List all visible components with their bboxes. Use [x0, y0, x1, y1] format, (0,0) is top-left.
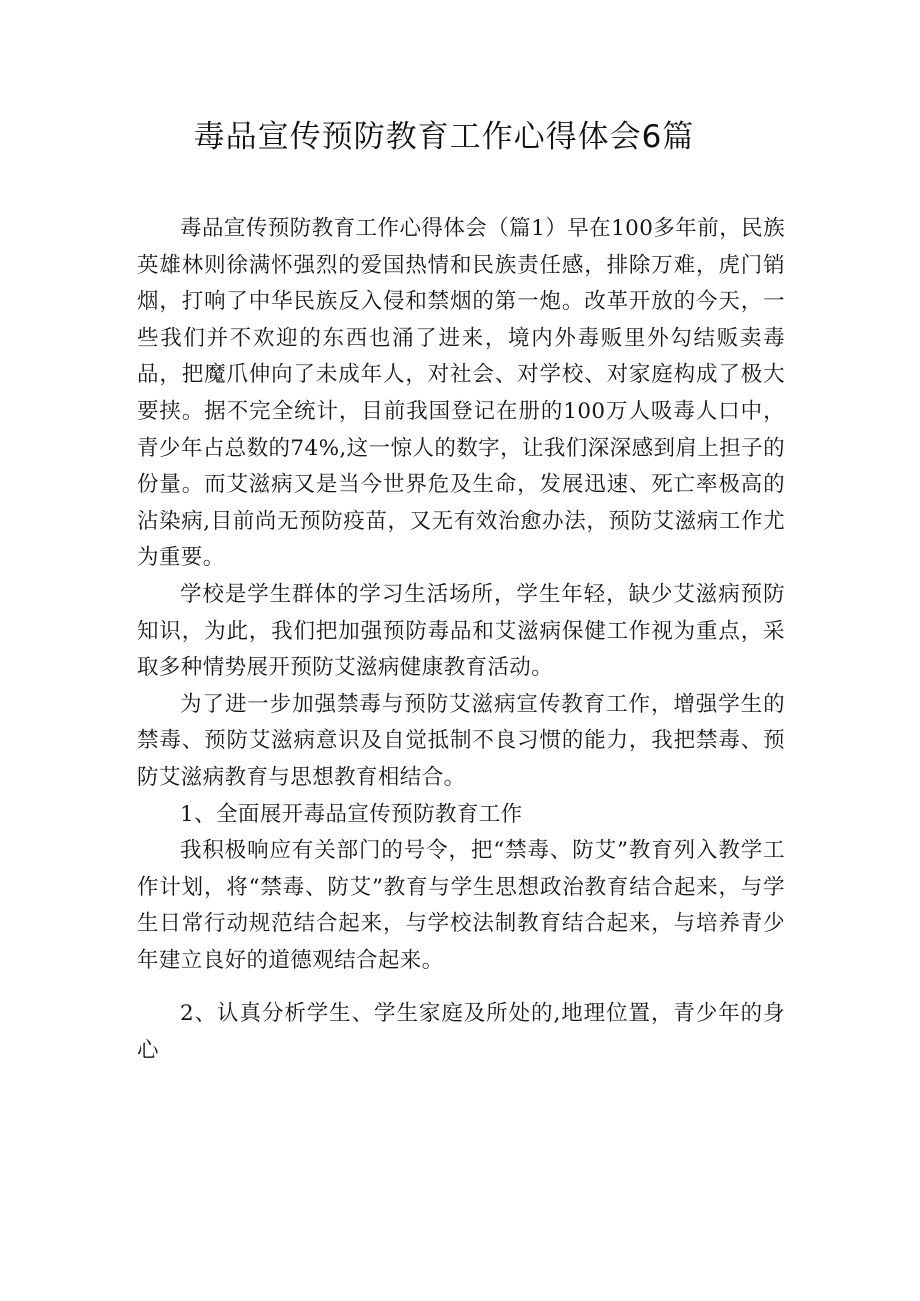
paragraph-intro: 毒品宣传预防教育工作心得体会（篇1）早在100多年前，民族英雄林则徐满怀强烈的爱国热情和民族责任感，排除万难，虎门销烟，打响了中华民族反入侵和禁烟的第一炮。改革开放的今天，一些我们并不欢迎的东西也涌了进来，境内外毒贩里外勾结贩卖毒品，把魔爪伸向了未成年人，对社会、对学校、对家庭构成了极大要挟。据不完全统计，目前我国登记在册的100万人吸毒人口中，青少年占总数的74%,这一惊人的数字，让我们深深感到肩上担子的份量。而艾滋病又是当今世界危及生命，发展迅速、死亡率极高的沾染病,目前尚无预防疫苗，又无有效治愈办法，预防艾滋病工作尤为重要。 [137, 216, 785, 571]
paragraph-purpose: 为了进一步加强禁毒与预防艾滋病宣传教育工作，增强学生的禁毒、预防艾滋病意识及自觉抵制不良习惯的能力，我把禁毒、预防艾滋病教育与思想教育相结合。 [137, 691, 785, 790]
document-body [137, 211, 785, 1070]
paragraph-section-1: 我积极响应有关部门的号令，把“禁毒、防艾”教育列入教学工作计划，将“禁毒、防艾”教育与学生思想政治教育结合起来，与学生日常行动规范结合起来，与学校法制教育结合起来，与培养青少年建立良好的道德观结合起来。 [137, 838, 785, 973]
paragraph-school: 学校是学生群体的学习生活场所，学生年轻，缺少艾滋病预防知识，为此，我们把加强预防毒品和艾滋病保健工作视为重点，采取多种情势展开预防艾滋病健康教育活动。 [137, 581, 785, 681]
section-heading-1: 1、全面展开毒品宣传预防教育工作 [180, 801, 523, 827]
section-heading-2: 2、认真分析学生、学生家庭及所处的,地理位置，青少年的身心 [137, 1001, 785, 1064]
document-title: 毒品宣传预防教育工作心得体会6篇 [193, 119, 695, 155]
